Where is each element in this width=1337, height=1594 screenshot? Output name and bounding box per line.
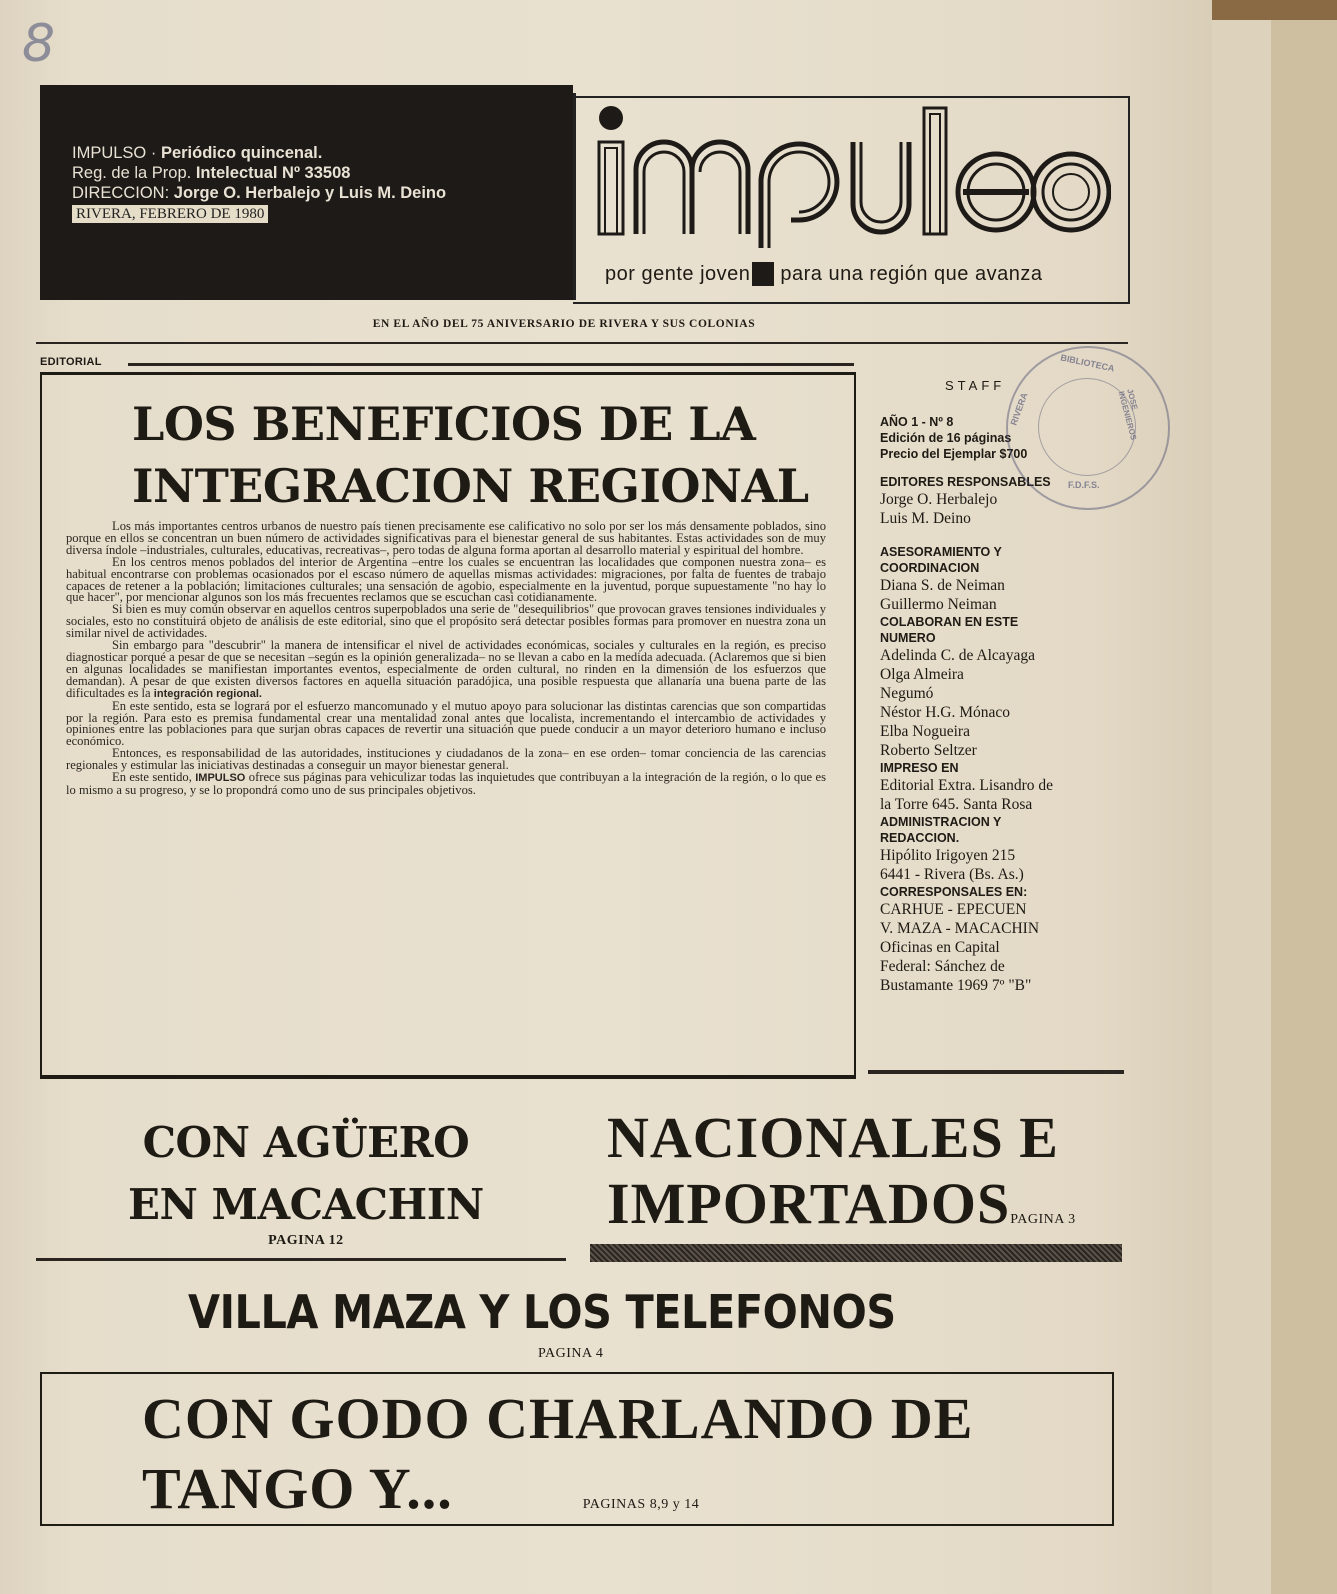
staff-printed-line: Editorial Extra. Lisandro de xyxy=(880,777,1054,794)
staff-collaborator: Néstor H.G. Mónaco xyxy=(880,704,1011,721)
aguero-bottom-rule xyxy=(36,1258,566,1261)
logo-box xyxy=(573,96,1130,304)
staff-admin-label: REDACCION. xyxy=(880,831,960,845)
headline-godo: CON GODO CHARLANDO DE TANGO Y... PAGINAS 8,9 y 14 xyxy=(142,1386,974,1521)
staff-advisor: Diana S. de Neiman xyxy=(880,577,1005,594)
library-stamp: BIBLIOTECA JOSE INGENIEROS RIVERA F.D.F.S. xyxy=(1006,346,1170,510)
staff-corr-line: Oficinas en Capital xyxy=(880,939,1000,956)
staff-corr-line: CARHUE - EPECUEN xyxy=(880,901,1027,918)
headline-aguero: CON AGÜERO EN MACACHIN PAGINA 12 xyxy=(128,1118,484,1248)
staff-heading: STAFF xyxy=(945,378,1006,393)
staff-corr-line: Federal: Sánchez de xyxy=(880,958,1005,975)
staff-collaborator: Negumó xyxy=(880,685,934,702)
masthead-line-2: Reg. de la Prop. Intelectual Nº 33508 xyxy=(72,164,351,182)
staff-bottom-rule xyxy=(868,1070,1124,1074)
staff-price: Precio del Ejemplar $700 xyxy=(880,447,1028,461)
staff-collaborator: Olga Almeira xyxy=(880,666,964,683)
staff-issue: AÑO 1 - Nº 8 xyxy=(880,415,954,429)
staff-corr-line: V. MAZA - MACACHIN xyxy=(880,920,1040,937)
editorial-paragraph: Entonces, es responsabilidad de las autoridades, instituciones y ciudadanos de la zona– en ese orden– tomar conciencia de las carencias regionales y estimular las iniciativas destinadas a conseguir un mayor bienestar general. xyxy=(66,746,826,773)
staff-editors-label: EDITORES RESPONSABLES xyxy=(880,475,1051,489)
editorial-paragraph: Los más importantes centros urbanos de nuestro país tienen precisamente ese calificativo no solo por ser los más densamente poblados, sino porque en ellos se concentran un buen número de actividades significativas para el bienestar general de sus habitantes. Estas actividades son de muy diversa índole –industriales, culturales, educativas, recreativas–, pero todas de alguna forma aportan al desarrollo material y espiritual del hombre. xyxy=(66,519,826,557)
staff-admin-line: 6441 - Rivera (Bs. As.) xyxy=(880,866,1024,883)
staff-editor: Luis M. Deino xyxy=(880,510,971,527)
headline-aguero-page: PAGINA 12 xyxy=(268,1233,344,1248)
headline-nacionales: NACIONALES E IMPORTADOSPAGINA 3 xyxy=(607,1105,1076,1236)
staff-corr-line: Bustamante 1969 7º "B" xyxy=(880,977,1032,994)
staff-collaborator: Elba Nogueira xyxy=(880,723,970,740)
editorial-box xyxy=(40,372,856,1079)
editorial-headline: LOS BENEFICIOS DE LA INTEGRACION REGIONAL xyxy=(132,397,809,513)
staff-advisor: Guillermo Neiman xyxy=(880,596,997,613)
editorial-paragraph: En este sentido, esta se logrará por el esfuerzo mancomunado y el mutuo apoyo para solucionar las distintas carencias que son compartidas por la región. Para esto es premisa fundamental crear una mentalidad zonal antes que localista, incrementando el intercambio de actividades y opiniones entre las poblaciones para que surjan obras capaces de revertir una situación que puede conducir a un mayor deterioro humano e incluso económico. xyxy=(66,698,826,749)
editorial-section-label: EDITORIAL xyxy=(40,356,102,368)
nacionales-hatched-bar xyxy=(590,1244,1122,1262)
staff-collab-label: COLABORAN EN ESTE xyxy=(880,615,1019,629)
staff-printed-line: la Torre 645. Santa Rosa xyxy=(880,796,1033,813)
editorial-body xyxy=(66,521,826,797)
headline-villa-maza: VILLA MAZA Y LOS TELEFONOS xyxy=(188,1285,896,1339)
back-page-edge-1 xyxy=(1210,20,1271,1594)
staff-admin-line: Hipólito Irigoyen 215 xyxy=(880,847,1016,864)
editorial-paragraph: Si bien es muy común observar en aquellos centros superpoblados una serie de "desequilibrios" que provocan graves tensiones individuales y sociales, esto no constituirá objeto de análisis de este editorial, sino que el propósito será detectar posibles formas para promover en nuestra zona un similar nivel de actividades. xyxy=(66,602,826,641)
anniversary-rule xyxy=(36,342,1128,344)
anniversary-banner: EN EL AÑO DEL 75 ANIVERSARIO DE RIVERA Y SUS COLONIAS xyxy=(372,318,756,330)
staff-collaborator: Adelinda C. de Alcayaga xyxy=(880,647,1035,664)
staff-advice-label: ASESORAMIENTO Y xyxy=(880,545,1002,559)
staff-advice-label: COORDINACION xyxy=(880,561,980,575)
staff-admin-label: ADMINISTRACION Y xyxy=(880,815,1002,829)
editorial-paragraph: En este sentido, IMPULSO ofrece sus páginas para vehiculizar todas las inquietudes que contribuyan a la integración de la región, o lo que es lo mismo a su progreso, y se lo propondrá como uno de sus principales objetivos. xyxy=(66,770,826,797)
masthead-line-3: DIRECCION: Jorge O. Herbalejo y Luis M. Deino xyxy=(72,184,447,202)
staff-edition: Edición de 16 páginas xyxy=(880,431,1012,445)
staff-printed-label: IMPRESO EN xyxy=(880,761,959,775)
staff-editor: Jorge O. Herbalejo xyxy=(880,491,998,508)
staff-collaborator: Roberto Seltzer xyxy=(880,742,977,759)
headline-villa-page: PAGINA 4 xyxy=(538,1346,604,1361)
impulso-logo xyxy=(591,100,1111,250)
handwritten-page-number: 8 xyxy=(22,14,56,74)
headline-godo-page: PAGINAS 8,9 y 14 xyxy=(582,1497,700,1512)
masthead-tagline: por gente joven para una región que avanza xyxy=(605,263,1043,285)
masthead-line-1: IMPULSO · Periódico quincenal. xyxy=(72,144,323,162)
masthead-date: RIVERA, FEBRERO DE 1980 xyxy=(72,205,268,223)
masthead-info-block xyxy=(40,85,573,300)
staff-corr-label: CORRESPONSALES EN: xyxy=(880,885,1028,899)
headline-nacionales-page: PAGINA 3 xyxy=(1010,1212,1076,1227)
staff-collab-label: NUMERO xyxy=(880,631,936,645)
editorial-label-rule xyxy=(128,363,854,366)
editorial-paragraph: En los centros menos poblados del interior de Argentina –entre los cuales se encuentran las localidades que componen nuestra zona– es habitual encontrarse con problemas ocasionados por el escaso número de aquellas mismas actividades: migraciones, por falta de fuentes de trabajo capaces de retener a la población; limitaciones culturales; una sensación de agobio, especialmente en la juventud, porque supuestamente "no hay lo que hacer", por mencionar algunos son los más frecuentes reclamos que se escuchan casi cotidianamente. xyxy=(66,554,826,605)
godo-headline-box xyxy=(40,1372,1114,1526)
editorial-paragraph: Sin embargo para "descubrir" la manera de intensificar el nivel de actividades económicas, sociales y culturales en la región, es preciso diagnosticar porqué a pesar de que se necesitan –según es la opinión generalizada– no se llevan a cabo en la medida adecuada. (Aclaremos que si bien en algunas localidades se manifiestan importantes eventos, especialmente de orden cultural, no rinden en la dimensión de los esfuerzos que demandan). A pesar de que existen diversos factores en aquella situación paradójica, una posible respuesta que allanaría una buena parte de las dificultades es la integración regional. xyxy=(66,638,826,700)
tagline-separator-block xyxy=(752,262,774,286)
